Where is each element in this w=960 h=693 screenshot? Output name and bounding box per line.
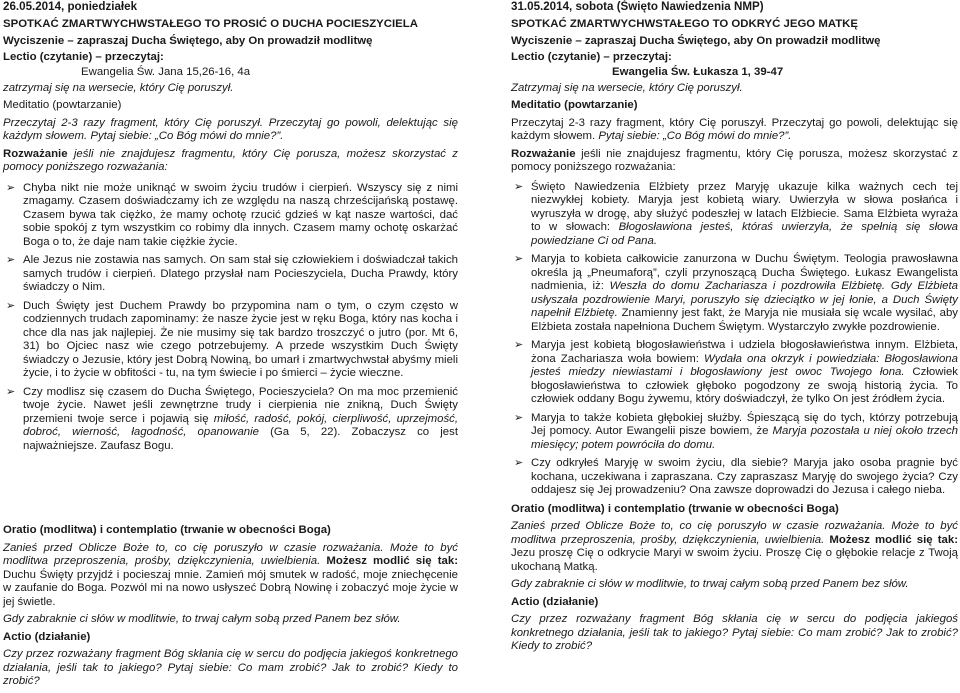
left-oratio-title: Oratio (modlitwa) i contemplatio (trwanie w obecności Boga) <box>3 524 331 536</box>
list-item: ➢ Ale Jezus nie zostawia nas samych. On sam stał się człowiekiem i doświadczał takich samych trudów i cierpień. Dlatego przysłał nam Pocieszyciela, Ducha Prawdy, który świadczy o Nim. <box>6 254 458 293</box>
arrow-bullet-icon: ➢ <box>6 299 16 312</box>
list-item: ➢ Czy odkryłeś Maryję w swoim życiu, dla siebie? Maryja jako osoba pragnie być kochana, uczekiwana i zapraszana. Czy zapraszasz Maryję do swojego życia? Czy oddajesz się Jej prowadzeniu? Ona zawsze doprowadzi do Jezusa i całego nieba. <box>514 457 958 496</box>
list-item: ➢ Maryja jest kobietą błogosławieństwa i udziela błogosławieństwa innym. Elżbieta, żona Zachariasza woła bowiem: Wydała ona okrzyk i powiedziała: Błogosławiona jesteś miedzy niewiastami i błogosławiony jest owoc Twojego łona. Człowiek błogosławieństwa to człowiek głęboko pogodzony ze swoją historią życia. To człowiek oddany Bogu żywemu, który doświadczył, że tylko On jest źródłem życia. <box>514 339 958 405</box>
right-meditatio-title: Meditatio (powtarzanie) <box>511 99 638 111</box>
right-gospel: Ewangelia Św. Łukasza 1, 39-47 <box>612 66 784 78</box>
right-silence: Wyciszenie – zapraszaj Ducha Świętego, aby On prowadził modlitwę <box>511 35 881 47</box>
left-meditatio-text: Przeczytaj 2-3 razy fragment, który Cię poruszył. Przeczytaj go powoli, delektując się każdym słowem. Pytaj siebie: „Co Bóg mówi do mnie?”. <box>3 116 458 142</box>
arrow-bullet-icon: ➢ <box>514 180 524 193</box>
left-reflection-intro: jeśli nie znajdujesz fragmentu, który Cię porusza, możesz skorzystać z pomocy poniższego rozważania: <box>3 147 458 173</box>
left-theme: SPOTKAĆ ZMARTWYCHWSTAŁEGO TO PROSIĆ O DUCHA POCIESZYCIELA <box>3 17 418 30</box>
left-meditatio-title: Meditatio (powtarzanie) <box>3 99 122 111</box>
list-item: ➢ Czy modlisz się czasem do Ducha Świętego, Pocieszyciela? On ma moc przemienić twoje życie. Nawet jeśli zewnętrzne trudy i cierpienia nie znikną, Duch Święty przemieni twoje serce i pojawią się miłość, radość, pokój, cierpliwość, uprzejmość, dobroć, wierność, łagodność, opanowanie (Ga 5, 22). Zobaczysz co jest najważniejsze. Zaufasz Bogu. <box>6 385 459 452</box>
left-date: 26.05.2014, poniedziałek <box>3 0 138 13</box>
right-bullet-list <box>511 181 958 498</box>
right-actio-text: Czy przez rozważany fragment Bóg skłania cię w sercu do podjęcia jakiegoś konkretnego działania, jeśli tak to jakiego? Pytaj siebie: Co mam zrobić? Jak to zrobić? Kiedy to zrobić? <box>511 613 958 652</box>
left-actio-title: Actio (działanie) <box>3 630 91 643</box>
arrow-bullet-icon: ➢ <box>514 339 524 351</box>
right-reflection-title: Rozważanie <box>511 147 576 160</box>
right-lectio: Lectio (czytanie) – przeczytaj: <box>511 50 672 63</box>
left-gospel: Ewangelia Św. Jana 15,26-16, 4a <box>81 66 251 78</box>
arrow-bullet-icon: ➢ <box>6 181 16 194</box>
list-item: ➢ Duch Święty jest Duchem Prawdy bo przypomina nam o tym, o czym często w codziennych trudach zapominamy: że nasze życie jest w ręku Boga, który nas kocha i chce dla nas jak najlepiej. Że nie musimy się tak bardzo troszczyć o jutro (por. Mt 6, 31) bo Ojciec nasz wie czego potrzebujemy. A przede wszystkim Duch Święty świadczy o Jezusie, który jest Dobrą Nowiną, bo umarł i zmartwychwstał abyśmy mieli życie, i to życie w obfitości - tu, na tym świecie i po śmierci – życie wieczne. <box>6 299 458 379</box>
right-oratio: Zanieś przed Oblicze Boże to, co cię poruszyło w czasie rozważania. Może to być modlitwa przeproszenia, prośby, dziękczynienia, uwielbienia. Możesz modlić się tak: Jezu proszę Cię o odkrycie Maryi w swoim życiu. Proszę Cię o głębokie relacje z Twoją ukochaną Matką. <box>511 520 958 573</box>
arrow-bullet-icon: ➢ <box>6 254 16 266</box>
spacer <box>3 458 458 524</box>
left-oratio: Zanieś przed Oblicze Boże to, co cię poruszyło w czasie rozważania. Może to być modlitwa przeproszenia, prośby, dziękczynienia, uwielbienia. Możesz modlić się tak: Duchu Święty przyjdź i pocieszaj mnie. Zamień mój smutek w radość, moje zniechęcenie w zaufanie do Boga. Pozwól mi na nowo usłyszeć Dobrą Nowinę i zobaczyć moje życie w jej świetle. <box>3 541 458 608</box>
left-stop: zatrzymaj się na wersecie, który Cię poruszył. <box>3 81 234 94</box>
right-stop: Zatrzymaj się na wersecie, który Cię poruszył. <box>511 81 743 94</box>
arrow-bullet-icon: ➢ <box>514 411 524 424</box>
left-lectio: Lectio (czytanie) – przeczytaj: <box>3 50 164 63</box>
left-silence: Wyciszenie – zapraszaj Ducha Świętego, aby On prowadził modlitwę <box>3 35 373 47</box>
right-theme: SPOTKAĆ ZMARTWYCHWSTAŁEGO TO ODKRYĆ JEGO MATKĘ <box>511 17 858 30</box>
right-reflection-intro: jeśli nie znajdujesz fragmentu, który Cię porusza, możesz skorzystać z pomocy poniższego rozważania: <box>511 147 958 173</box>
right-date: 31.05.2014, sobota (Święto Nawiedzenia NMP) <box>511 0 764 13</box>
left-reflection <box>3 148 458 175</box>
right-reflection <box>511 148 958 175</box>
right-meditatio: Przeczytaj 2-3 razy fragment, który Cię poruszył. Przeczytaj go powoli, delektując się każdym słowem. Pytaj siebie: „Co Bóg mówi do mnie?”. <box>511 116 958 142</box>
list-item: ➢ Maryja to kobieta całkowicie zanurzona w Duchu Świętym. Teologia prawosławna określa ją „Pneumaforą”, czyli przynoszącą Ducha Świętego. Łukasz Ewangelista nadmienia, iż: Weszła do domu Zachariasza i pozdrowiła Elżbietę. Gdy Elżbieta usłyszała pozdrowienie Maryi, poruszyło się dzieciątko w jej łonie, a Duch Święty napełnił Elżbietę. Znamienny jest fakt, że Maryja nie musiała się wcale wysilać, aby Elżbieta została napełniona Duchem Świętym. Wystarczyło zwykłe pozdrowienie. <box>514 253 958 333</box>
left-bullet-list <box>3 182 458 454</box>
right-slow: Gdy zabraknie ci słów w modlitwie, to trwaj całym sobą przed Panem bez słów. <box>511 578 909 590</box>
list-item: ➢ Chyba nikt nie może uniknąć w swoim życiu trudów i cierpień. Wszyscy się z nimi zmagamy. Czasem doświadczamy ich ze względu na naszą chrześcijańską postawę. Czasem bywa tak ciężko, że mamy ochotę rzucić gdzieś w kąt nasze wartości, dać sobie spokój z tym wszystkim co robimy dla innych. Czasem mamy ochotę oskarżać Boga o to, że daje nam takie ciężkie życie. <box>6 181 458 248</box>
list-item: ➢ Święto Nawiedzenia Elżbiety przez Maryję ukazuje kilka ważnych cech tej niezwykłej kobiety. Maryja jest kobietą wiary. Uwierzyła w słowa posłańca i wyruszyła w drogę, aby służyć podeszłej w latach Elżbiecie. Sama Elżbieta wyraża to w słowach: Błogosławiona jesteś, któraś uwierzyła, że spełnią się słowa powiedziane Ci od Pana. <box>514 180 958 247</box>
arrow-bullet-icon: ➢ <box>6 385 16 398</box>
arrow-bullet-icon: ➢ <box>514 457 524 469</box>
list-item: ➢ Maryja to także kobieta głębokiej służby. Śpieszącą się do tych, którzy potrzebują Jej pomocy. Autor Ewangelii pisze bowiem, że Maryja pozostała u niej około trzech miesięcy; potem powróciła do domu. <box>514 411 958 451</box>
left-actio-text: Czy przez rozważany fragment Bóg skłania cię w sercu do podjęcia jakiegoś konkretnego działania, jeśli tak to jakiego? Pytaj siebie: Co mam zrobić? Jak to zrobić? Kiedy to zrobić? <box>3 648 458 687</box>
left-reflection-title: Rozważanie <box>3 147 68 160</box>
arrow-bullet-icon: ➢ <box>514 253 524 265</box>
right-column <box>511 0 958 658</box>
right-oratio-title: Oratio (modlitwa) i contemplatio (trwanie w obecności Boga) <box>511 502 839 515</box>
left-column <box>3 0 458 693</box>
right-actio-title: Actio (działanie) <box>511 595 599 608</box>
left-slow: Gdy zabraknie ci słów w modlitwie, to trwaj całym sobą przed Panem bez słów. <box>3 613 401 625</box>
